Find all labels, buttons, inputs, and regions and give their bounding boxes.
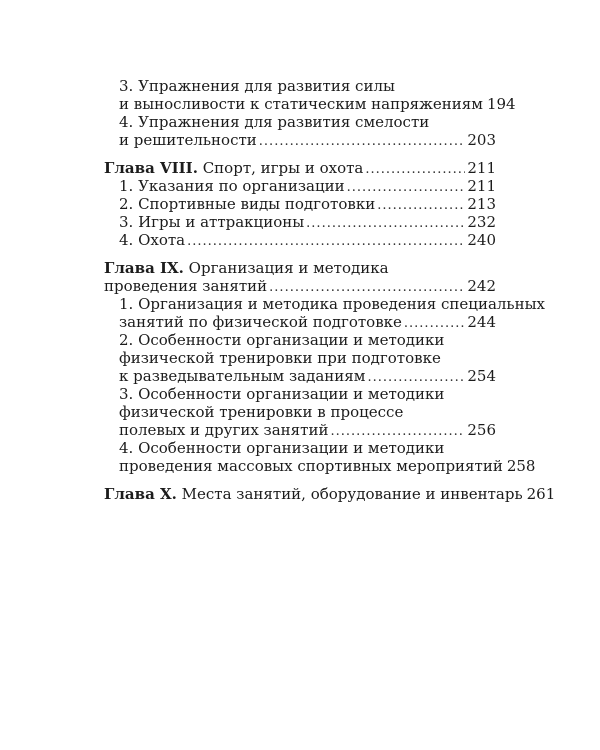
page-number: 211 — [467, 159, 496, 177]
toc-entry-text: 3. Игры и аттракционы — [119, 213, 305, 231]
page-number: 256 — [467, 421, 496, 439]
toc-entry-text: и решительности — [119, 131, 257, 149]
toc-entry-text: физической тренировки при подготовке — [119, 349, 441, 367]
toc-entry-ch8-item1[interactable] — [119, 176, 496, 196]
toc-chapter-9-line2[interactable] — [104, 276, 496, 296]
page-number: 261 — [526, 485, 556, 503]
chapter-label: Глава VIII. — [104, 159, 198, 177]
toc-entry-text: 1. Организация и методика проведения специальных — [119, 295, 545, 313]
toc-entry-ch9-item2-line3[interactable] — [119, 366, 496, 386]
toc-entry-text: 4. Охота — [119, 231, 186, 249]
toc-entry-ch9-item4-line2[interactable] — [119, 456, 536, 476]
toc-entry-ch9-item3-line2[interactable] — [119, 402, 496, 422]
page-number: 244 — [467, 313, 496, 331]
toc-entry-text: к разведывательным заданиям — [119, 367, 366, 385]
toc-entry-ch9-item2-line1[interactable] — [119, 330, 496, 350]
toc-entry-text: 2. Спортивные виды подготовки — [119, 195, 376, 213]
page-number: 203 — [467, 131, 496, 149]
toc-entry-text: 4. Упражнения для развития смелости — [119, 113, 430, 131]
toc-entry-text: 3. Упражнения для развития силы — [119, 77, 395, 95]
toc-entry-text: физической тренировки в процессе — [119, 403, 404, 421]
toc-entry-ch9-item1-line2[interactable] — [119, 312, 496, 332]
chapter-heading — [104, 484, 523, 504]
chapter-title: Организация и методика — [183, 259, 389, 277]
dot-leader — [259, 132, 466, 152]
toc-entry-text: полевых и других занятий — [119, 421, 329, 439]
toc-entry-ch8-item4[interactable] — [119, 230, 496, 250]
chapter-heading — [104, 258, 389, 278]
toc-chapter-10[interactable] — [104, 484, 556, 504]
toc-entry-text: занятий по физической подготовке — [119, 313, 402, 331]
toc-entry-ch8-item2[interactable] — [119, 194, 496, 214]
toc-entry-ch7-item3-line1[interactable] — [119, 76, 496, 96]
toc-entry-ch7-item4-line1[interactable] — [119, 112, 496, 132]
page-number: 232 — [467, 213, 496, 231]
chapter-title: Места занятий, оборудование и инвентарь — [176, 485, 523, 503]
page-number: 258 — [506, 457, 536, 475]
toc-entry-text: и выносливости к статическим напряжениям — [119, 95, 483, 113]
toc-entry-ch9-item3-line1[interactable] — [119, 384, 496, 404]
page-number: 213 — [467, 195, 496, 213]
chapter-title: проведения занятий — [104, 277, 268, 295]
page-number: 240 — [467, 231, 496, 249]
toc-entry-ch9-item1-line1[interactable] — [119, 294, 545, 314]
toc-entry-ch9-item2-line2[interactable] — [119, 348, 496, 368]
chapter-label: Глава IX. — [104, 259, 184, 277]
page-number: 211 — [467, 177, 496, 195]
toc-entry-text: 2. Особенности организации и методики — [119, 331, 445, 349]
toc-entry-text: 1. Указания по организации — [119, 177, 345, 195]
chapter-label: Глава X. — [104, 485, 177, 503]
toc-entry-text: 3. Особенности организации и методики — [119, 385, 445, 403]
toc-entry-text: проведения массовых спортивных мероприятий — [119, 457, 503, 475]
dot-leader — [187, 232, 465, 252]
chapter-title: Спорт, игры и охота — [197, 159, 364, 177]
toc-entry-ch7-item3-line2[interactable] — [119, 94, 516, 114]
toc-entry-ch7-item4-line2[interactable] — [119, 130, 496, 150]
toc-entry-ch9-item4-line1[interactable] — [119, 438, 496, 458]
toc-entry-ch9-item3-line3[interactable] — [119, 420, 496, 440]
chapter-heading — [104, 158, 363, 178]
page-number: 242 — [467, 277, 496, 295]
toc-entry-text: 4. Особенности организации и методики — [119, 439, 445, 457]
page-number: 194 — [486, 95, 516, 113]
toc-entry-ch8-item3[interactable] — [119, 212, 496, 232]
toc-chapter-9-line1[interactable] — [104, 258, 496, 278]
page-number: 254 — [467, 367, 496, 385]
toc-chapter-8[interactable] — [104, 158, 496, 178]
